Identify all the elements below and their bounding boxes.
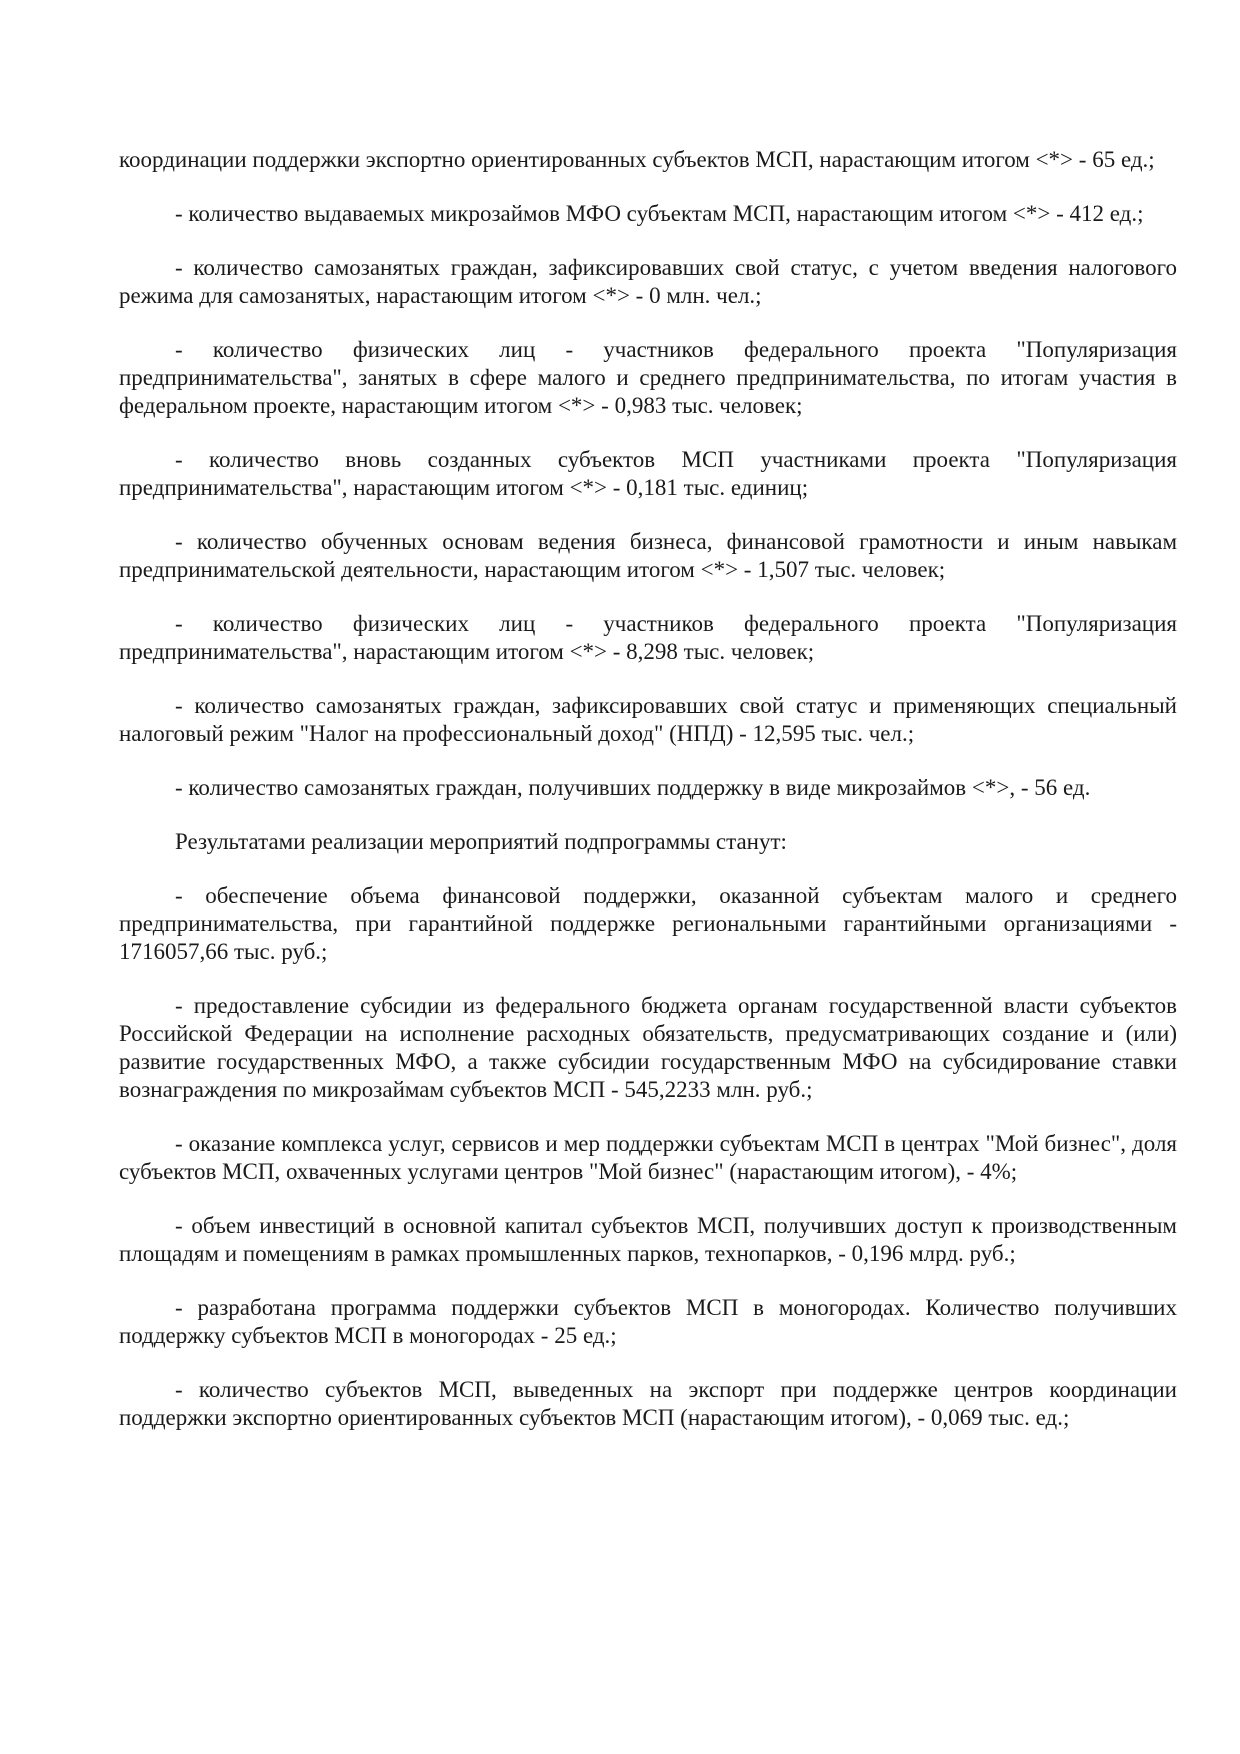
paragraph-financial-support: - обеспечение объема финансовой поддержки, оказанной субъектам малого и среднего предпринимательства, при гарантийной поддержке региональными гарантийными организациями - 1716057,66 тыс. руб.; [119,883,1177,964]
paragraph-federal-subsidy: - предоставление субсидии из федерального бюджета органам государственной власти субъектов Российской Федерации на исполнение расходных обязательств, предусматривающих создание и (или) развитие государственных МФО, а также субсидии государственным МФО на субсидирование ставки вознаграждения по микрозаймам субъектов МСП - 545,2233 млн. руб.; [119,993,1177,1102]
paragraph-self-employed-registered: - количество самозанятых граждан, зафиксировавших свой статус, с учетом введения налогового режима для самозанятых, нарастающим итогом <*> - 0 млн. чел.; [119,255,1177,308]
paragraph-monotowns-program: - разработана программа поддержки субъектов МСП в моногородах. Количество получивших поддержку субъектов МСП в моногородах - 25 ед.; [119,1295,1177,1348]
paragraph-new-sme-created: - количество вновь созданных субъектов МСП участниками проекта "Популяризация предпринимательства", нарастающим итогом <*> - 0,181 тыс. единиц; [119,447,1177,500]
paragraph-self-employed-microloans: - количество самозанятых граждан, получивших поддержку в виде микрозаймов <*>, - 56 ед. [175,775,1091,800]
paragraph-continuation: координации поддержки экспортно ориентированных субъектов МСП, нарастающим итогом <*> - 65 ед.; [119,147,1155,172]
paragraph-npd-self-employed: - количество самозанятых граждан, зафиксировавших свой статус и применяющих специальный налоговый режим "Налог на профессиональный доход" (НПД) - 12,595 тыс. чел.; [119,693,1177,746]
paragraph-export-sme: - количество субъектов МСП, выведенных на экспорт при поддержке центров координации поддержки экспортно ориентированных субъектов МСП (нарастающим итогом), - 0,069 тыс. ед.; [119,1377,1177,1430]
paragraph-individuals-employed: - количество физических лиц - участников федерального проекта "Популяризация предпринимательства", занятых в сфере малого и среднего предпринимательства, по итогам участия в федеральном проекте, нарастающим итогом <*> - 0,983 тыс. человек; [119,337,1177,418]
paragraph-capital-investment: - объем инвестиций в основной капитал субъектов МСП, получивших доступ к производственным площадям и помещениям в рамках промышленных парков, технопарков, - 0,196 млрд. руб.; [119,1213,1177,1266]
paragraph-project-participants: - количество физических лиц - участников федерального проекта "Популяризация предпринимательства", нарастающим итогом <*> - 8,298 тыс. человек; [119,611,1177,664]
paragraph-my-business-centers: - оказание комплекса услуг, сервисов и мер поддержки субъектам МСП в центрах "Мой бизнес", доля субъектов МСП, охваченных услугами центров "Мой бизнес" (нарастающим итогом), - 4%; [119,1131,1177,1184]
paragraph-trained-count: - количество обученных основам ведения бизнеса, финансовой грамотности и иным навыкам предпринимательской деятельности, нарастающим итогом <*> - 1,507 тыс. человек; [119,529,1177,582]
paragraph-microloans-count: - количество выдаваемых микрозаймов МФО субъектам МСП, нарастающим итогом <*> - 412 ед.; [175,201,1144,226]
paragraph-results-heading: Результатами реализации мероприятий подпрограммы станут: [175,829,787,854]
document-page [119,146,1177,1458]
